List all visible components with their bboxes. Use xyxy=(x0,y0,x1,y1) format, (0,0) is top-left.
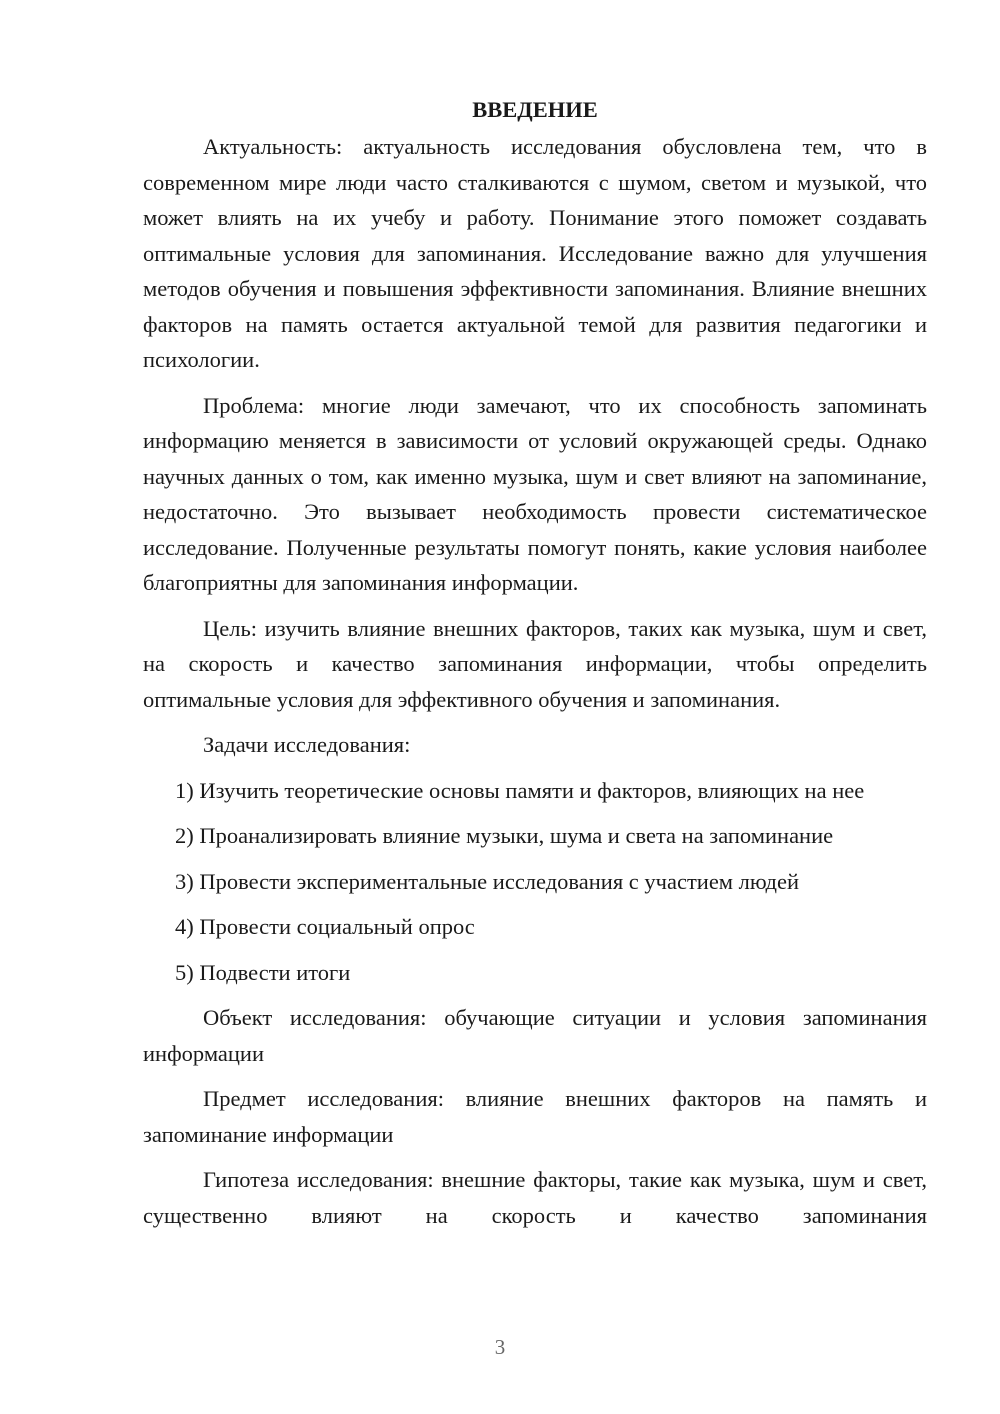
relevance-paragraph: Актуальность: актуальность исследования обусловлена тем, что в современном мире люди часто сталкиваются с шумом, светом и музыкой, что может влиять на их учебу и работу. Понимание этого поможет создавать оптимальные условия для запоминания. Исследование важно для улучшения методов обучения и повышения эффективности запоминания. Влияние внешних факторов на память остается актуальной темой для развития педагогики и психологии. xyxy=(143,134,927,372)
tasks-heading: Задачи исследования: xyxy=(203,732,411,757)
page-content xyxy=(143,92,927,1243)
page-title: ВВЕДЕНИЕ xyxy=(472,97,598,122)
task-item-5: 5) Подвести итоги xyxy=(175,959,351,985)
task-item-3: 3) Провести экспериментальные исследования с участием людей xyxy=(175,868,800,894)
object-paragraph: Объект исследования: обучающие ситуации и условия запоминания информации xyxy=(143,1005,927,1066)
task-item-4: 4) Провести социальный опрос xyxy=(175,914,475,939)
hypothesis-paragraph: Гипотеза исследования: внешние факторы, такие как музыка, шум и свет, существенно влияют на скорость и качество запоминания xyxy=(143,1167,927,1228)
page-number: 3 xyxy=(494,1335,506,1359)
task-item-1: 1) Изучить теоретические основы памяти и факторов, влияющих на нее xyxy=(175,777,865,803)
problem-paragraph: Проблема: многие люди замечают, что их способность запоминать информацию меняется в зависимости от условий окружающей среды. Однако научных данных о том, как именно музыка, шум и свет влияют на запоминание, недостаточно. Это вызывает необходимость провести систематическое исследование. Полученные результаты помогут понять, какие условия наиболее благоприятны для запоминания информации. xyxy=(143,392,927,595)
task-item-2: 2) Проанализировать влияние музыки, шума и света на запоминание xyxy=(175,823,834,848)
subject-paragraph: Предмет исследования: влияние внешних факторов на память и запоминание информации xyxy=(143,1086,927,1147)
goal-paragraph: Цель: изучить влияние внешних факторов, таких как музыка, шум и свет, на скорость и качество запоминания информации, чтобы определить оптимальные условия для эффективного обучения и запоминания. xyxy=(143,615,927,712)
